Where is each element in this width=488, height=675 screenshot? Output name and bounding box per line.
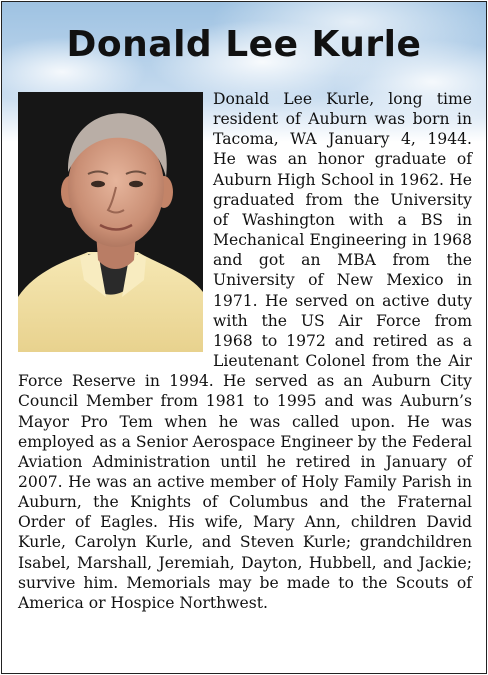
obituary-name-heading: Donald Lee Kurle: [66, 24, 422, 65]
portrait-photo: [18, 92, 203, 352]
obituary-text: Donald Lee Kurle, long time resident of Auburn was born in Tacoma, WA January 4, 1944. He was an honor graduate of Auburn High School in 1962. He graduated from the University of Washington with a BS in Mechanical Engineering in 1968 and got an MBA from the University of New Mexico in 1971. He served on active duty with the US Air Force from 1968 to 1972 and retired as a Lieutenant Colonel from the Air Force Reserve in 1994. He served as an Auburn City Council Member from 1981 to 1995 and was Auburn’s Mayor Pro Tem when he was called upon. He was employed as a Senior Aerospace Engineer by the Federal Aviation Administration until he retired in January of 2007. He was an active member of Holy Family Parish in Auburn, the Knights of Columbus and the Fraternal Order of Eagles. His wife, Mary Ann, children David Kurle, Carolyn Kurle, and Steven Kurle; grandchildren Isabel, Marshall, Jeremiah, Dayton, Hubbell, and Jackie; survive him. Memorials may be made to the Scouts of America or Hospice Northwest.: [18, 90, 472, 612]
obituary-card: [1, 1, 487, 674]
obituary-body: [18, 89, 472, 613]
portrait-illustration: [18, 92, 203, 352]
